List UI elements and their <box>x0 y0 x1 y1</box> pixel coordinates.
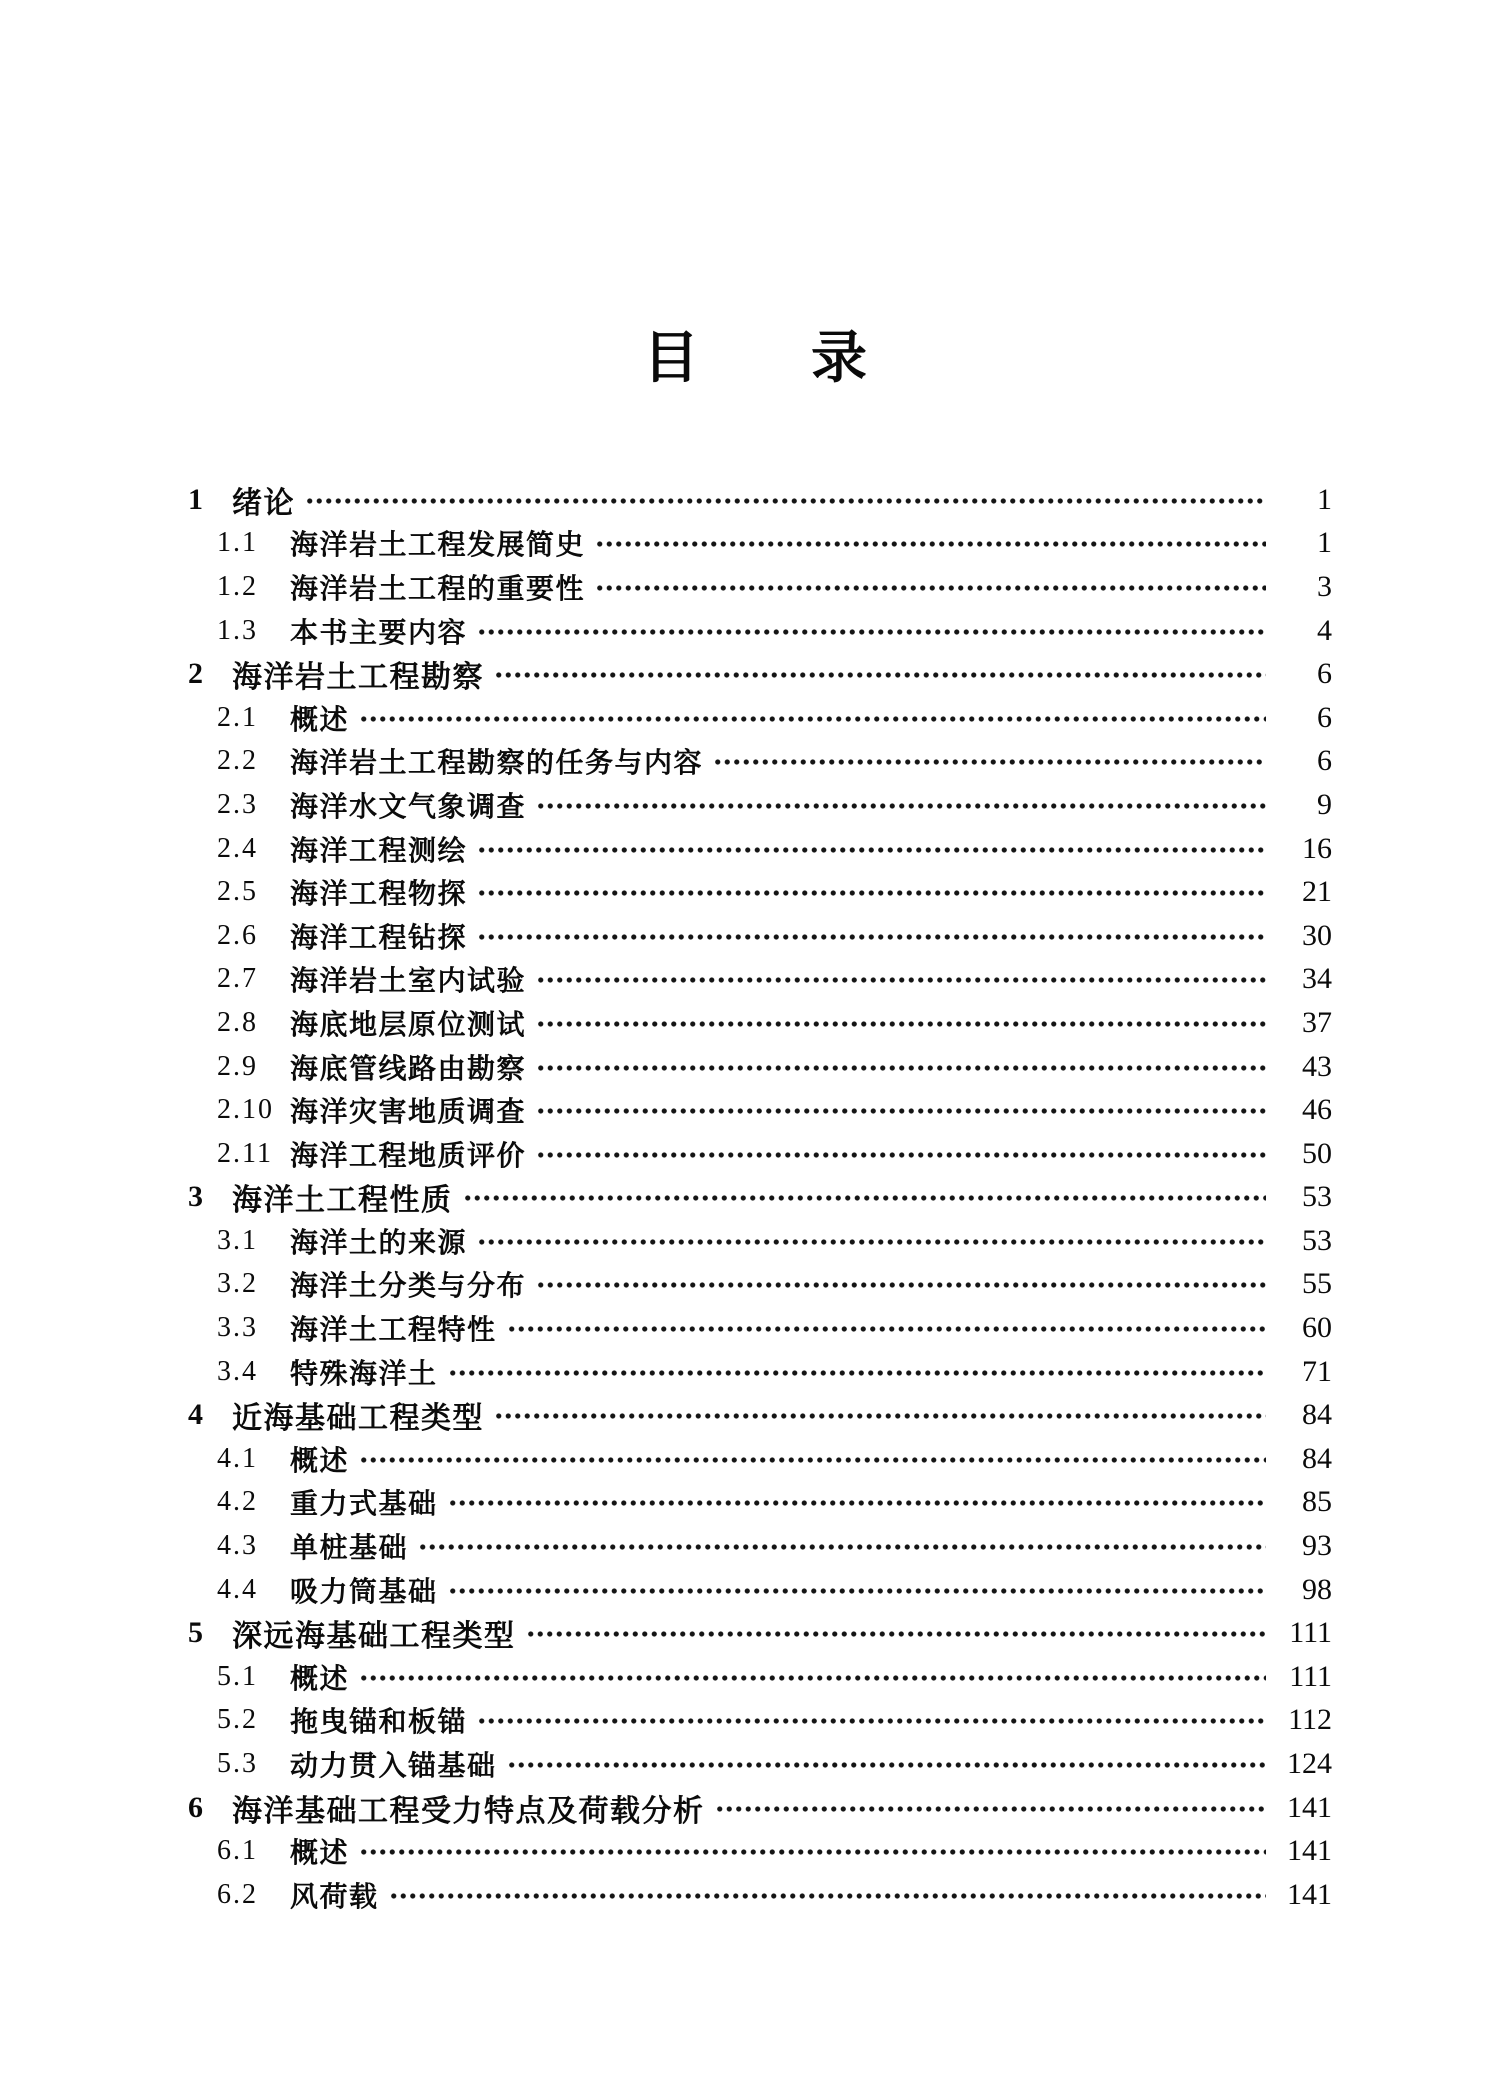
toc-entry <box>188 1611 1332 1655</box>
toc-entry-page: 1 <box>1317 482 1332 516</box>
toc-entry-number: 3.3 <box>217 1312 258 1344</box>
toc-entry <box>188 827 1332 871</box>
toc-entry-title: 海洋岩土室内试验 <box>290 965 527 997</box>
toc-entry-page: 55 <box>1302 1267 1332 1301</box>
toc-entry <box>188 1132 1332 1176</box>
toc-entry <box>188 1524 1332 1568</box>
toc-entry-title: 海洋水文气象调查 <box>290 790 527 822</box>
toc-entry-page: 4 <box>1317 613 1332 647</box>
toc-entry-title: 概述 <box>290 703 350 735</box>
toc-entry-title: 海洋土分类与分布 <box>290 1270 527 1302</box>
toc-entry-number: 2.11 <box>217 1137 273 1169</box>
toc-entry-title: 深远海基础工程类型 <box>232 1620 516 1654</box>
toc-entry-number: 6.2 <box>217 1878 258 1910</box>
toc-entry-page: 37 <box>1302 1005 1332 1039</box>
toc-entry-number: 5.3 <box>217 1748 258 1780</box>
toc-entry-page: 6 <box>1317 744 1332 778</box>
toc-entry-page: 6 <box>1317 700 1332 734</box>
toc-entry-title: 拖曳锚和板锚 <box>290 1706 468 1738</box>
toc-entry-number: 6 <box>188 1790 205 1824</box>
dot-leader <box>477 931 1266 943</box>
toc-entry-number: 2.10 <box>217 1094 274 1126</box>
toc-entry-title: 海洋工程测绘 <box>290 834 468 866</box>
toc-entry-page: 111 <box>1289 1659 1332 1693</box>
toc-list <box>188 478 1332 1917</box>
dot-leader <box>477 887 1266 899</box>
toc-entry-title: 海洋岩土工程勘察的任务与内容 <box>290 747 704 779</box>
toc-entry <box>188 1873 1332 1917</box>
toc-entry <box>188 609 1332 653</box>
dot-leader <box>536 1105 1266 1117</box>
toc-entry-title: 海洋基础工程受力特点及荷载分析 <box>232 1794 705 1828</box>
toc-entry-page: 53 <box>1302 1180 1332 1214</box>
toc-entry-number: 2.5 <box>217 876 258 908</box>
dot-leader <box>477 1236 1266 1248</box>
toc-entry <box>188 1568 1332 1612</box>
toc-entry-number: 1.3 <box>217 614 258 646</box>
dot-leader <box>477 626 1266 638</box>
toc-entry-title: 吸力筒基础 <box>290 1575 438 1607</box>
toc-entry-number: 1.1 <box>217 527 258 559</box>
toc-entry-page: 141 <box>1287 1834 1332 1868</box>
toc-entry-page: 84 <box>1302 1441 1332 1475</box>
toc-entry-number: 2.8 <box>217 1006 258 1038</box>
toc-entry-number: 2.9 <box>217 1050 258 1082</box>
toc-entry-page: 141 <box>1287 1877 1332 1911</box>
toc-entry-number: 3.1 <box>217 1224 258 1256</box>
toc-entry-title: 海洋土工程特性 <box>290 1314 497 1346</box>
dot-leader <box>536 1279 1266 1291</box>
toc-entry <box>188 870 1332 914</box>
toc-entry-page: 53 <box>1302 1223 1332 1257</box>
dot-leader <box>507 1323 1266 1335</box>
toc-entry-title: 绪论 <box>232 486 295 520</box>
toc-entry-page: 43 <box>1302 1049 1332 1083</box>
dot-leader <box>595 582 1266 594</box>
dot-leader <box>305 495 1266 507</box>
toc-entry-page: 84 <box>1302 1398 1332 1432</box>
toc-entry-page: 34 <box>1302 962 1332 996</box>
toc-entry <box>188 783 1332 827</box>
toc-entry-number: 5 <box>188 1616 205 1650</box>
dot-leader <box>359 713 1266 725</box>
toc-entry-number: 4.3 <box>217 1530 258 1562</box>
dot-leader <box>418 1541 1266 1553</box>
toc-entry-title: 概述 <box>290 1662 350 1694</box>
toc-entry-title: 海洋岩土工程的重要性 <box>290 572 586 604</box>
toc-entry <box>188 565 1332 609</box>
toc-entry <box>188 1176 1332 1220</box>
page-title: 目 录 <box>643 328 867 390</box>
toc-entry-title: 海底地层原位测试 <box>290 1008 527 1040</box>
toc-entry <box>188 1219 1332 1263</box>
toc-entry-page: 85 <box>1302 1485 1332 1519</box>
dot-leader <box>536 1018 1266 1030</box>
dot-leader <box>595 538 1266 550</box>
dot-leader <box>536 1149 1266 1161</box>
toc-entry-page: 16 <box>1302 831 1332 865</box>
dot-leader <box>448 1585 1266 1597</box>
toc-entry <box>188 1350 1332 1394</box>
toc-entry-title: 海洋灾害地质调查 <box>290 1096 527 1128</box>
toc-entry-number: 4.4 <box>217 1573 258 1605</box>
toc-entry-number: 3.2 <box>217 1268 258 1300</box>
toc-entry <box>188 1306 1332 1350</box>
toc-entry-title: 海洋工程地质评价 <box>290 1139 527 1171</box>
dot-leader <box>389 1890 1266 1902</box>
dot-leader <box>477 1715 1266 1727</box>
toc-entry-page: 1 <box>1317 526 1332 560</box>
toc-entry-number: 4.1 <box>217 1442 258 1474</box>
dot-leader <box>448 1367 1266 1379</box>
dot-leader <box>507 1759 1266 1771</box>
dot-leader <box>448 1497 1266 1509</box>
toc-entry-number: 6.1 <box>217 1835 258 1867</box>
dot-leader <box>359 1672 1266 1684</box>
toc-entry-title: 本书主要内容 <box>290 616 468 648</box>
toc-entry-number: 5.1 <box>217 1660 258 1692</box>
toc-entry-title: 海底管线路由勘察 <box>290 1052 527 1084</box>
toc-entry <box>188 1742 1332 1786</box>
toc-entry-title: 重力式基础 <box>290 1488 438 1520</box>
toc-entry-number: 1 <box>188 482 205 516</box>
toc-entry-title: 概述 <box>290 1444 350 1476</box>
toc-entry <box>188 1481 1332 1525</box>
toc-entry-number: 2.1 <box>217 701 258 733</box>
toc-entry-title: 风荷载 <box>290 1880 379 1912</box>
toc-entry-page: 50 <box>1302 1136 1332 1170</box>
toc-entry-number: 2.6 <box>217 919 258 951</box>
dot-leader <box>477 844 1266 856</box>
toc-entry-title: 单桩基础 <box>290 1532 409 1564</box>
toc-entry-page: 21 <box>1302 875 1332 909</box>
toc-entry-title: 概述 <box>290 1837 350 1869</box>
toc-entry <box>188 1393 1332 1437</box>
toc-entry-page: 9 <box>1317 787 1332 821</box>
toc-entry-title: 海洋土的来源 <box>290 1226 468 1258</box>
toc-entry-page: 71 <box>1302 1354 1332 1388</box>
dot-leader <box>536 974 1266 986</box>
toc-entry-page: 30 <box>1302 918 1332 952</box>
toc-entry <box>188 1829 1332 1873</box>
dot-leader <box>526 1628 1267 1640</box>
toc-entry-page: 46 <box>1302 1093 1332 1127</box>
toc-entry-page: 6 <box>1317 657 1332 691</box>
toc-entry-number: 3.4 <box>217 1355 258 1387</box>
toc-entry <box>188 1437 1332 1481</box>
toc-entry <box>188 1699 1332 1743</box>
toc-entry-page: 60 <box>1302 1311 1332 1345</box>
toc-entry-title: 海洋岩土工程勘察 <box>232 661 484 695</box>
dot-leader <box>715 1803 1267 1815</box>
toc-entry-number: 2.3 <box>217 788 258 820</box>
toc-entry-page: 141 <box>1287 1790 1332 1824</box>
toc-entry-number: 2.2 <box>217 745 258 777</box>
toc-entry-title: 动力贯入锚基础 <box>290 1750 497 1782</box>
toc-entry <box>188 1045 1332 1089</box>
toc-entry <box>188 1088 1332 1132</box>
dot-leader <box>359 1846 1266 1858</box>
toc-entry-page: 112 <box>1288 1703 1332 1737</box>
toc-entry-number: 2 <box>188 657 205 691</box>
toc-entry-number: 2.7 <box>217 963 258 995</box>
dot-leader <box>536 800 1266 812</box>
toc-entry <box>188 958 1332 1002</box>
toc-entry-page: 93 <box>1302 1529 1332 1563</box>
toc-entry-page: 124 <box>1287 1747 1332 1781</box>
toc-entry <box>188 740 1332 784</box>
toc-entry <box>188 1786 1332 1830</box>
toc-entry <box>188 522 1332 566</box>
toc-entry-title: 海洋土工程性质 <box>232 1184 453 1218</box>
dot-leader <box>536 1062 1266 1074</box>
dot-leader <box>494 1410 1266 1422</box>
toc-entry-page: 98 <box>1302 1572 1332 1606</box>
toc-entry <box>188 478 1332 522</box>
toc-entry-number: 5.2 <box>217 1704 258 1736</box>
toc-entry-title: 海洋工程物探 <box>290 878 468 910</box>
dot-leader <box>359 1454 1266 1466</box>
toc-entry-title: 海洋岩土工程发展简史 <box>290 529 586 561</box>
toc-entry-number: 1.2 <box>217 570 258 602</box>
toc-entry <box>188 1001 1332 1045</box>
dot-leader <box>463 1192 1267 1204</box>
toc-entry <box>188 914 1332 958</box>
toc-entry-number: 2.4 <box>217 832 258 864</box>
toc-entry-title: 海洋工程钻探 <box>290 921 468 953</box>
toc-entry-title: 近海基础工程类型 <box>232 1402 484 1436</box>
dot-leader <box>494 669 1266 681</box>
toc-entry <box>188 1263 1332 1307</box>
dot-leader <box>713 756 1266 768</box>
toc-entry-page: 111 <box>1289 1616 1332 1650</box>
toc-entry <box>188 696 1332 740</box>
toc-entry-page: 3 <box>1317 569 1332 603</box>
toc-entry-number: 4.2 <box>217 1486 258 1518</box>
toc-entry <box>188 652 1332 696</box>
toc-entry-number: 4 <box>188 1398 205 1432</box>
toc-entry <box>188 1655 1332 1699</box>
toc-entry-title: 特殊海洋土 <box>290 1357 438 1389</box>
toc-entry-number: 3 <box>188 1180 205 1214</box>
